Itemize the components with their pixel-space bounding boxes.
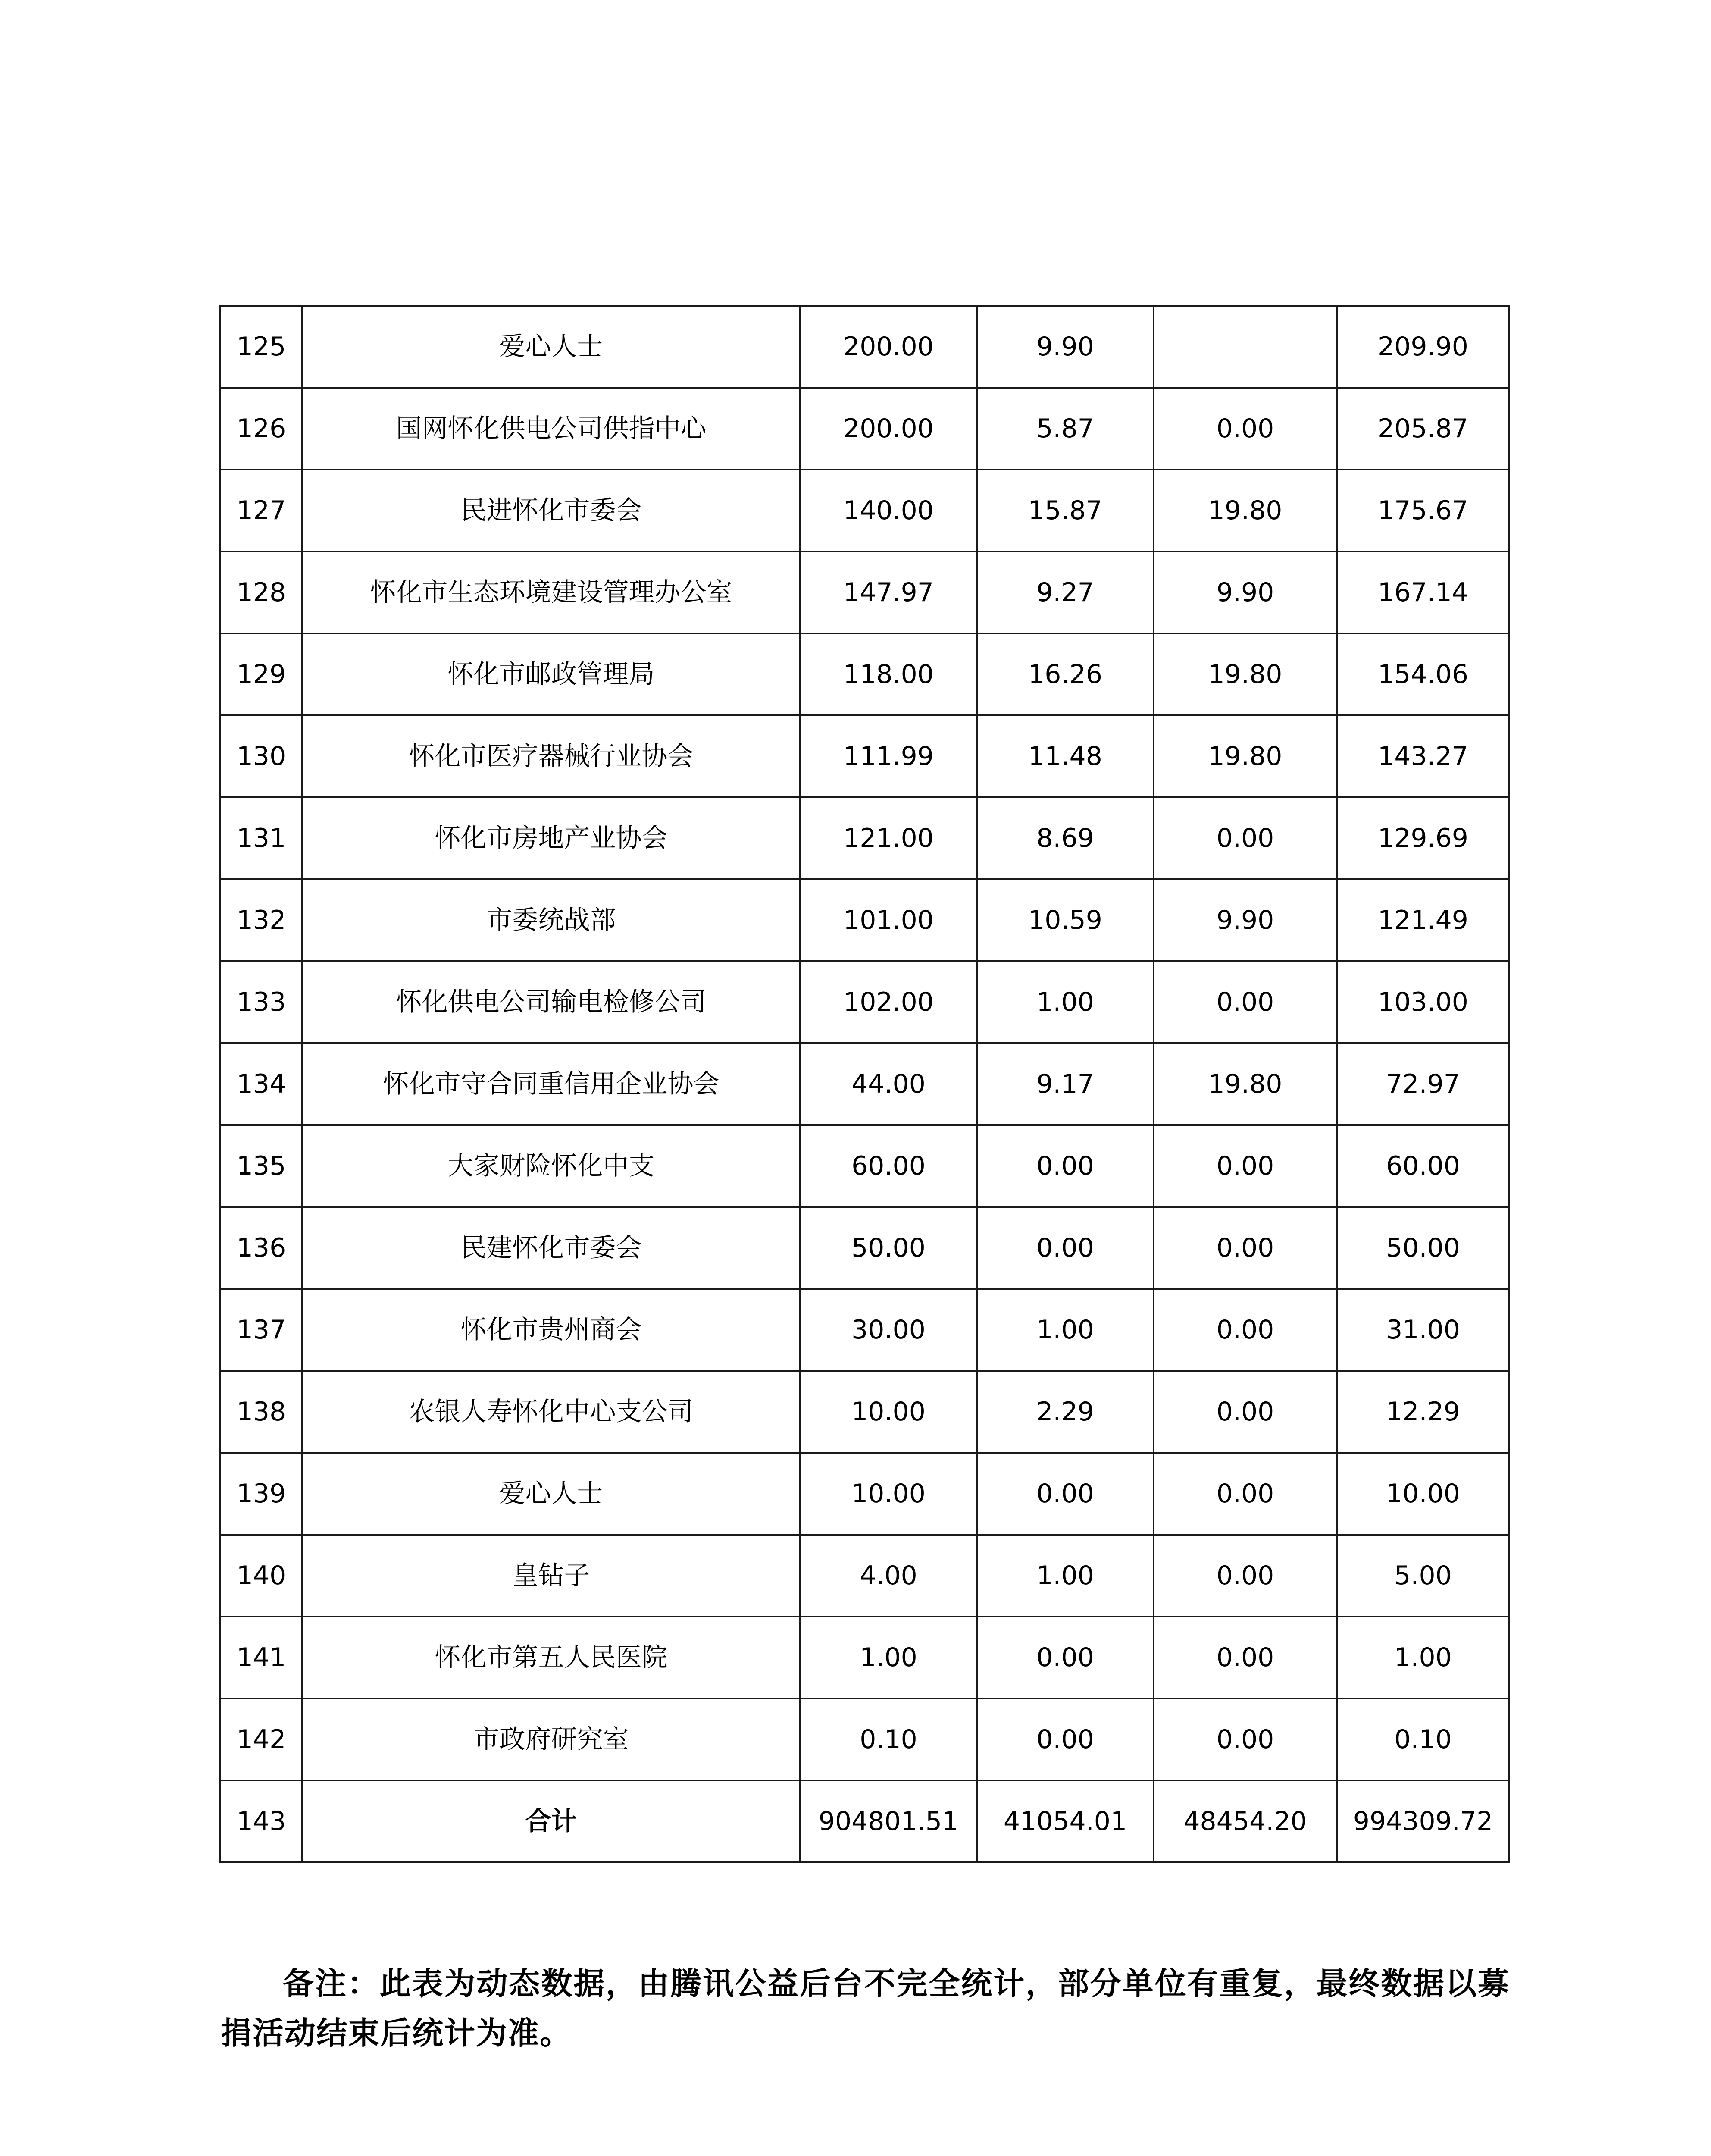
amount-b-cell: 0.00 bbox=[977, 1125, 1154, 1207]
row-total-cell: 50.00 bbox=[1337, 1207, 1509, 1289]
table-row bbox=[220, 552, 1509, 633]
amount-c-cell: 0.00 bbox=[1154, 961, 1337, 1043]
table-row bbox=[220, 715, 1509, 797]
amount-a-cell: 140.00 bbox=[800, 470, 977, 552]
row-number-cell: 140 bbox=[220, 1535, 302, 1617]
table-row bbox=[220, 1698, 1509, 1780]
amount-c-cell: 0.00 bbox=[1154, 797, 1337, 879]
table-row bbox=[220, 1043, 1509, 1125]
amount-c-cell: 9.90 bbox=[1154, 879, 1337, 961]
organization-name-cell: 怀化市贵州商会 bbox=[302, 1289, 800, 1371]
table-row bbox=[220, 1535, 1509, 1617]
row-number-cell: 130 bbox=[220, 715, 302, 797]
amount-c-cell: 0.00 bbox=[1154, 1535, 1337, 1617]
amount-b-cell: 0.00 bbox=[977, 1698, 1154, 1780]
row-total-cell: 167.14 bbox=[1337, 552, 1509, 633]
table-row bbox=[220, 1125, 1509, 1207]
amount-a-cell: 102.00 bbox=[800, 961, 977, 1043]
row-number-cell: 125 bbox=[220, 306, 302, 388]
row-total-cell: 143.27 bbox=[1337, 715, 1509, 797]
row-number-cell: 133 bbox=[220, 961, 302, 1043]
row-number-cell: 135 bbox=[220, 1125, 302, 1207]
amount-c-cell: 0.00 bbox=[1154, 1125, 1337, 1207]
amount-a-cell: 121.00 bbox=[800, 797, 977, 879]
organization-name-cell: 怀化供电公司输电检修公司 bbox=[302, 961, 800, 1043]
organization-name-cell: 爱心人士 bbox=[302, 1453, 800, 1535]
total-amount-c-cell: 48454.20 bbox=[1154, 1780, 1337, 1862]
amount-a-cell: 0.10 bbox=[800, 1698, 977, 1780]
row-total-cell: 10.00 bbox=[1337, 1453, 1509, 1535]
amount-b-cell: 16.26 bbox=[977, 633, 1154, 715]
row-total-cell: 60.00 bbox=[1337, 1125, 1509, 1207]
organization-name-cell: 农银人寿怀化中心支公司 bbox=[302, 1371, 800, 1453]
amount-c-cell: 9.90 bbox=[1154, 552, 1337, 633]
donation-table-body bbox=[220, 306, 1509, 1862]
row-number-cell: 132 bbox=[220, 879, 302, 961]
organization-name-cell: 怀化市房地产业协会 bbox=[302, 797, 800, 879]
organization-name-cell: 怀化市守合同重信用企业协会 bbox=[302, 1043, 800, 1125]
amount-a-cell: 200.00 bbox=[800, 306, 977, 388]
amount-c-cell: 0.00 bbox=[1154, 1453, 1337, 1535]
amount-c-cell: 0.00 bbox=[1154, 388, 1337, 470]
row-number-cell: 134 bbox=[220, 1043, 302, 1125]
amount-c-cell: 0.00 bbox=[1154, 1207, 1337, 1289]
table-row bbox=[220, 797, 1509, 879]
row-number-cell: 128 bbox=[220, 552, 302, 633]
amount-c-cell: 0.00 bbox=[1154, 1698, 1337, 1780]
amount-b-cell: 5.87 bbox=[977, 388, 1154, 470]
row-total-cell: 5.00 bbox=[1337, 1535, 1509, 1617]
amount-c-cell bbox=[1154, 306, 1337, 388]
amount-c-cell: 0.00 bbox=[1154, 1289, 1337, 1371]
amount-a-cell: 4.00 bbox=[800, 1535, 977, 1617]
amount-a-cell: 101.00 bbox=[800, 879, 977, 961]
row-total-cell: 205.87 bbox=[1337, 388, 1509, 470]
amount-c-cell: 0.00 bbox=[1154, 1371, 1337, 1453]
row-total-cell: 129.69 bbox=[1337, 797, 1509, 879]
amount-b-cell: 10.59 bbox=[977, 879, 1154, 961]
row-number-cell: 131 bbox=[220, 797, 302, 879]
row-number-cell: 136 bbox=[220, 1207, 302, 1289]
row-number-cell: 137 bbox=[220, 1289, 302, 1371]
table-row bbox=[220, 306, 1509, 388]
row-number-cell: 139 bbox=[220, 1453, 302, 1535]
amount-b-cell: 1.00 bbox=[977, 1535, 1154, 1617]
table-row bbox=[220, 470, 1509, 552]
total-organization-name-cell: 合计 bbox=[302, 1780, 800, 1862]
amount-a-cell: 50.00 bbox=[800, 1207, 977, 1289]
table-row bbox=[220, 388, 1509, 470]
amount-a-cell: 111.99 bbox=[800, 715, 977, 797]
amount-a-cell: 118.00 bbox=[800, 633, 977, 715]
total-row-number-cell: 143 bbox=[220, 1780, 302, 1862]
organization-name-cell: 民建怀化市委会 bbox=[302, 1207, 800, 1289]
organization-name-cell: 民进怀化市委会 bbox=[302, 470, 800, 552]
total-amount-a-cell: 904801.51 bbox=[800, 1780, 977, 1862]
row-number-cell: 141 bbox=[220, 1617, 302, 1698]
table-row bbox=[220, 1617, 1509, 1698]
organization-name-cell: 大家财险怀化中支 bbox=[302, 1125, 800, 1207]
row-total-cell: 72.97 bbox=[1337, 1043, 1509, 1125]
total-row-total-cell: 994309.72 bbox=[1337, 1780, 1509, 1862]
table-row bbox=[220, 633, 1509, 715]
amount-a-cell: 1.00 bbox=[800, 1617, 977, 1698]
amount-c-cell: 19.80 bbox=[1154, 1043, 1337, 1125]
amount-b-cell: 9.27 bbox=[977, 552, 1154, 633]
table-row bbox=[220, 1289, 1509, 1371]
total-row bbox=[220, 1780, 1509, 1862]
amount-c-cell: 19.80 bbox=[1154, 633, 1337, 715]
row-total-cell: 175.67 bbox=[1337, 470, 1509, 552]
amount-b-cell: 1.00 bbox=[977, 961, 1154, 1043]
amount-a-cell: 147.97 bbox=[800, 552, 977, 633]
table-row bbox=[220, 1207, 1509, 1289]
organization-name-cell: 皇钻子 bbox=[302, 1535, 800, 1617]
row-total-cell: 0.10 bbox=[1337, 1698, 1509, 1780]
amount-b-cell: 15.87 bbox=[977, 470, 1154, 552]
row-total-cell: 31.00 bbox=[1337, 1289, 1509, 1371]
organization-name-cell: 国网怀化供电公司供指中心 bbox=[302, 388, 800, 470]
amount-c-cell: 19.80 bbox=[1154, 715, 1337, 797]
amount-a-cell: 44.00 bbox=[800, 1043, 977, 1125]
organization-name-cell: 爱心人士 bbox=[302, 306, 800, 388]
amount-b-cell: 0.00 bbox=[977, 1207, 1154, 1289]
amount-a-cell: 60.00 bbox=[800, 1125, 977, 1207]
row-number-cell: 142 bbox=[220, 1698, 302, 1780]
amount-a-cell: 10.00 bbox=[800, 1453, 977, 1535]
amount-b-cell: 11.48 bbox=[977, 715, 1154, 797]
organization-name-cell: 市政府研究室 bbox=[302, 1698, 800, 1780]
row-number-cell: 138 bbox=[220, 1371, 302, 1453]
table-row bbox=[220, 1453, 1509, 1535]
row-number-cell: 127 bbox=[220, 470, 302, 552]
amount-a-cell: 10.00 bbox=[800, 1371, 977, 1453]
footnote: 备注：此表为动态数据，由腾讯公益后台不完全统计，部分单位有重复，最终数据以募捐活动结束后统计为准。 bbox=[221, 1965, 1510, 2051]
organization-name-cell: 怀化市医疗器械行业协会 bbox=[302, 715, 800, 797]
organization-name-cell: 市委统战部 bbox=[302, 879, 800, 961]
row-total-cell: 1.00 bbox=[1337, 1617, 1509, 1698]
row-total-cell: 121.49 bbox=[1337, 879, 1509, 961]
table-row bbox=[220, 879, 1509, 961]
amount-a-cell: 30.00 bbox=[800, 1289, 977, 1371]
table-row bbox=[220, 1371, 1509, 1453]
amount-b-cell: 1.00 bbox=[977, 1289, 1154, 1371]
donation-table bbox=[219, 305, 1510, 1863]
amount-b-cell: 8.69 bbox=[977, 797, 1154, 879]
amount-b-cell: 0.00 bbox=[977, 1617, 1154, 1698]
total-amount-b-cell: 41054.01 bbox=[977, 1780, 1154, 1862]
amount-c-cell: 0.00 bbox=[1154, 1617, 1337, 1698]
row-number-cell: 129 bbox=[220, 633, 302, 715]
organization-name-cell: 怀化市邮政管理局 bbox=[302, 633, 800, 715]
row-total-cell: 154.06 bbox=[1337, 633, 1509, 715]
amount-c-cell: 19.80 bbox=[1154, 470, 1337, 552]
table-row bbox=[220, 961, 1509, 1043]
amount-b-cell: 2.29 bbox=[977, 1371, 1154, 1453]
row-total-cell: 12.29 bbox=[1337, 1371, 1509, 1453]
row-number-cell: 126 bbox=[220, 388, 302, 470]
amount-b-cell: 9.17 bbox=[977, 1043, 1154, 1125]
amount-b-cell: 9.90 bbox=[977, 306, 1154, 388]
amount-b-cell: 0.00 bbox=[977, 1453, 1154, 1535]
organization-name-cell: 怀化市第五人民医院 bbox=[302, 1617, 800, 1698]
row-total-cell: 209.90 bbox=[1337, 306, 1509, 388]
organization-name-cell: 怀化市生态环境建设管理办公室 bbox=[302, 552, 800, 633]
row-total-cell: 103.00 bbox=[1337, 961, 1509, 1043]
amount-a-cell: 200.00 bbox=[800, 388, 977, 470]
